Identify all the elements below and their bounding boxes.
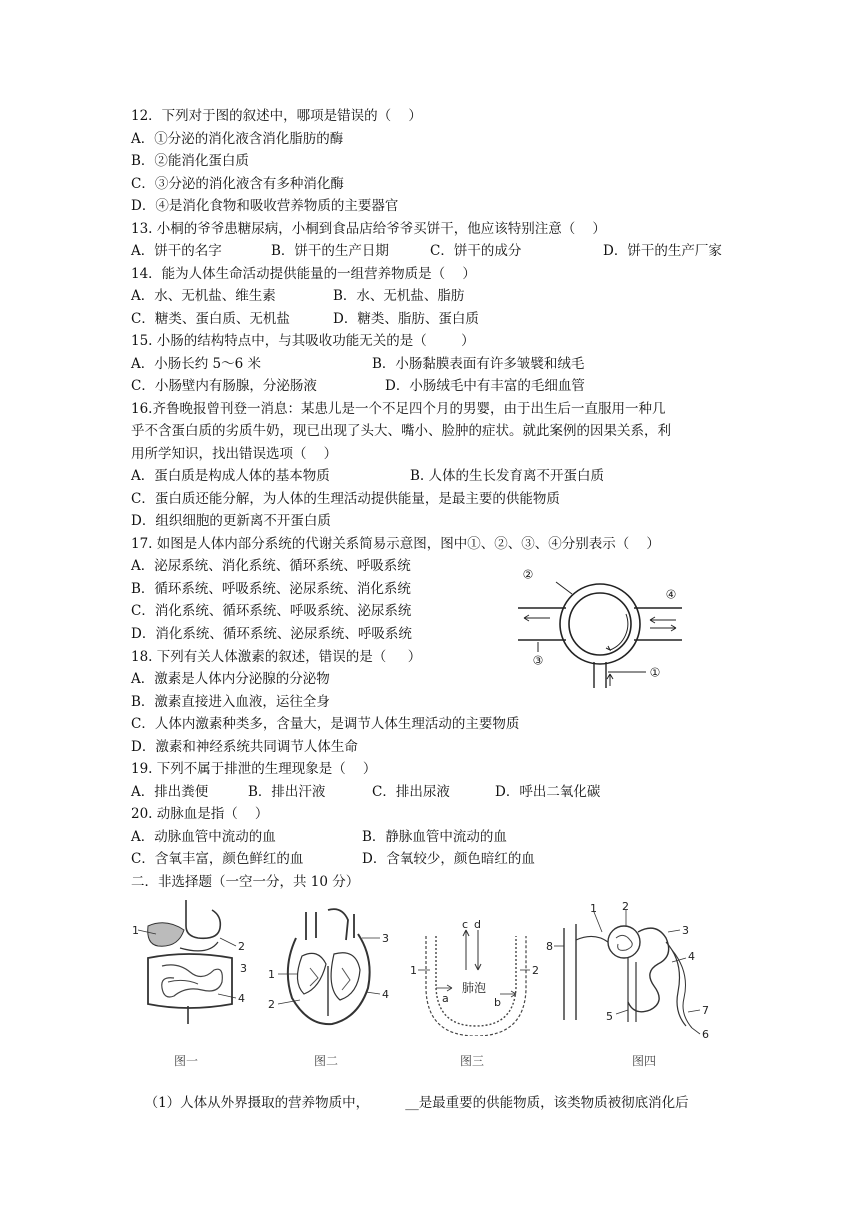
q17-option-c: C．消化系统、循环系统、呼吸系统、泌尿系统: [131, 603, 412, 619]
fig1-label-4: 4: [238, 992, 245, 1005]
fig1-label-1: 1: [132, 924, 139, 937]
fig2-caption: 图二: [314, 1054, 339, 1068]
alveolus-figure: [408, 918, 542, 1036]
fig1-label-2: 2: [238, 940, 245, 953]
q18-option-a: A．激素是人体内分泌腺的分泌物: [131, 671, 330, 687]
diagram-label-4: [662, 585, 680, 603]
q17-stem: 17. 如图是人体内部分系统的代谢关系简易示意图，图中①、②、③、④分别表示（ ）: [131, 536, 660, 552]
fig3-label-d: d: [474, 918, 481, 931]
q17-option-a: A．泌尿系统、消化系统、循环系统、呼吸系统: [131, 558, 411, 574]
fig2-label-3: 3: [382, 932, 389, 945]
q12-option-d: D．④是消化食物和吸收营养物质的主要器官: [131, 198, 399, 214]
fig3-label-c: c: [462, 918, 469, 931]
fig4-label-8: 8: [546, 940, 553, 953]
q14-option-a: A．水、无机盐、维生素: [131, 288, 276, 304]
q15-option-d: D．小肠绒毛中有丰富的毛细血管: [385, 378, 585, 394]
q13-option-d: D．饼干的生产厂家: [603, 243, 722, 259]
q18-option-b: B．激素直接进入血液，运往全身: [131, 694, 330, 710]
q20-option-a: A．动脉血管中流动的血: [131, 829, 276, 845]
fig2-label-4: 4: [382, 988, 389, 1001]
metabolism-systems-diagram: [510, 562, 700, 692]
fig1-label-3: 3: [240, 962, 247, 975]
svg-text:③: ③: [532, 653, 544, 668]
q15-option-c: C．小肠壁内有肠腺，分泌肠液: [131, 378, 317, 394]
fig2-label-1: 1: [268, 968, 275, 981]
q19-option-d: D．呼出二氧化碳: [495, 784, 601, 800]
fig4-label-7: 7: [702, 1004, 709, 1017]
fig3-label-a: a: [442, 992, 449, 1005]
q18-stem: 18. 下列有关人体激素的叙述，错误的是（ ）: [131, 649, 422, 665]
fig4-label-1: 1: [590, 902, 597, 915]
diagram-label-2: [519, 565, 537, 583]
fig3-label-2: 2: [532, 964, 539, 977]
fill-question-1-suffix: 是最重要的供能物质，该类物质被彻底消化后: [418, 1095, 689, 1111]
digestive-system-figure: [128, 896, 260, 1036]
fill-question-1-prefix: （1）人体从外界摄取的营养物质中，: [144, 1095, 370, 1111]
q16-option-a: A．蛋白质是构成人体的基本物质: [131, 468, 330, 484]
fig4-caption: 图四: [632, 1054, 657, 1068]
q14-option-b: B．水、无机盐、脂肪: [333, 288, 465, 304]
q16-option-d: D．组织细胞的更新离不开蛋白质: [131, 513, 331, 529]
q20-option-d: D．含氧较少，颜色暗红的血: [362, 851, 535, 867]
fig4-label-4: 4: [688, 950, 695, 963]
svg-text:①: ①: [649, 665, 661, 680]
q20-stem: 20. 动脉血是指（ ）: [131, 806, 269, 822]
fill-blank-1[interactable]: __: [405, 1095, 419, 1111]
q13-option-b: B．饼干的生产日期: [271, 243, 389, 259]
q20-option-b: B．静脉血管中流动的血: [362, 829, 507, 845]
q13-option-c: C．饼干的成分: [430, 243, 522, 259]
q19-stem: 19. 下列不属于排泄的生理现象是（ ）: [131, 761, 377, 777]
q16-stem-line1: 16.齐鲁晚报曾刊登一消息：某患儿是一个不足四个月的男婴，由于出生后一直服用一种几: [131, 401, 666, 417]
diagram-label-1: [646, 663, 664, 681]
fig4-label-6: 6: [702, 1028, 709, 1038]
diagram-label-3: [529, 651, 547, 669]
fill-question-1: [136, 1076, 689, 1112]
svg-text:④: ④: [665, 587, 677, 602]
q13-option-a: A．饼干的名字: [131, 243, 222, 259]
fig4-label-3: 3: [682, 924, 689, 937]
q15-stem: 15. 小肠的结构特点中，与其吸收功能无关的是（ ）: [131, 333, 475, 349]
q16-option-c: C．蛋白质还能分解，为人体的生理活动提供能量，是最主要的供能物质: [131, 491, 560, 507]
fig3-caption: 图三: [460, 1054, 485, 1068]
q19-option-c: C．排出尿液: [372, 784, 450, 800]
q12-option-b: B．②能消化蛋白质: [131, 153, 249, 169]
q14-option-c: C．糖类、蛋白质、无机盐: [131, 311, 290, 327]
fig3-label-alveolus: 肺泡: [462, 981, 487, 995]
q17-option-b: B．循环系统、呼吸系统、泌尿系统、消化系统: [131, 581, 411, 597]
heart-figure: [262, 908, 394, 1036]
q12-option-c: C．③分泌的消化液含有多种消化酶: [131, 176, 344, 192]
q16-option-b: B. 人体的生长发育离不开蛋白质: [410, 468, 605, 484]
fig4-label-5: 5: [606, 1010, 613, 1023]
q14-option-d: D．糖类、脂肪、蛋白质: [333, 311, 479, 327]
q15-option-b: B．小肠黏膜表面有许多皱襞和绒毛: [372, 356, 585, 372]
q15-option-a: A．小肠长约 5～6 米: [131, 356, 262, 372]
q12-option-a: A．①分泌的消化液含消化脂肪的酶: [131, 131, 344, 147]
q16-stem-line2: 乎不含蛋白质的劣质牛奶，现已出现了头大、嘴小、脸肿的症状。就此案例的因果关系，利: [131, 423, 671, 439]
q18-option-d: D．激素和神经系统共同调节人体生命: [131, 739, 358, 755]
q14-stem: 14．能为人体生命活动提供能量的一组营养物质是（ ）: [131, 266, 476, 282]
q12-stem: 12．下列对于图的叙述中，哪项是错误的（ ）: [131, 108, 422, 124]
q18-option-c: C．人体内激素种类多，含量大，是调节人体生理活动的主要物质: [131, 716, 520, 732]
q19-option-b: B．排出汗液: [248, 784, 326, 800]
q13-stem: 13. 小桐的爷爷患糖尿病，小桐到食品店给爷爷买饼干，他应该特别注意（ ）: [131, 221, 606, 237]
fig2-label-2: 2: [268, 998, 275, 1011]
q19-option-a: A．排出粪便: [131, 784, 209, 800]
q20-option-c: C．含氧丰富，颜色鲜红的血: [131, 851, 304, 867]
fig3-label-b: b: [494, 996, 501, 1009]
section-2-heading: 二．非选择题（一空一分，共 10 分）: [131, 874, 360, 890]
svg-text:②: ②: [522, 567, 534, 582]
fig4-label-2: 2: [622, 902, 629, 913]
fig1-caption: 图一: [174, 1054, 199, 1068]
nephron-figure: [546, 902, 716, 1038]
q17-option-d: D．消化系统、循环系统、泌尿系统、呼吸系统: [131, 626, 412, 642]
q16-stem-line3: 用所学知识，找出错误选项（ ）: [131, 446, 338, 462]
fig3-label-1: 1: [410, 964, 417, 977]
